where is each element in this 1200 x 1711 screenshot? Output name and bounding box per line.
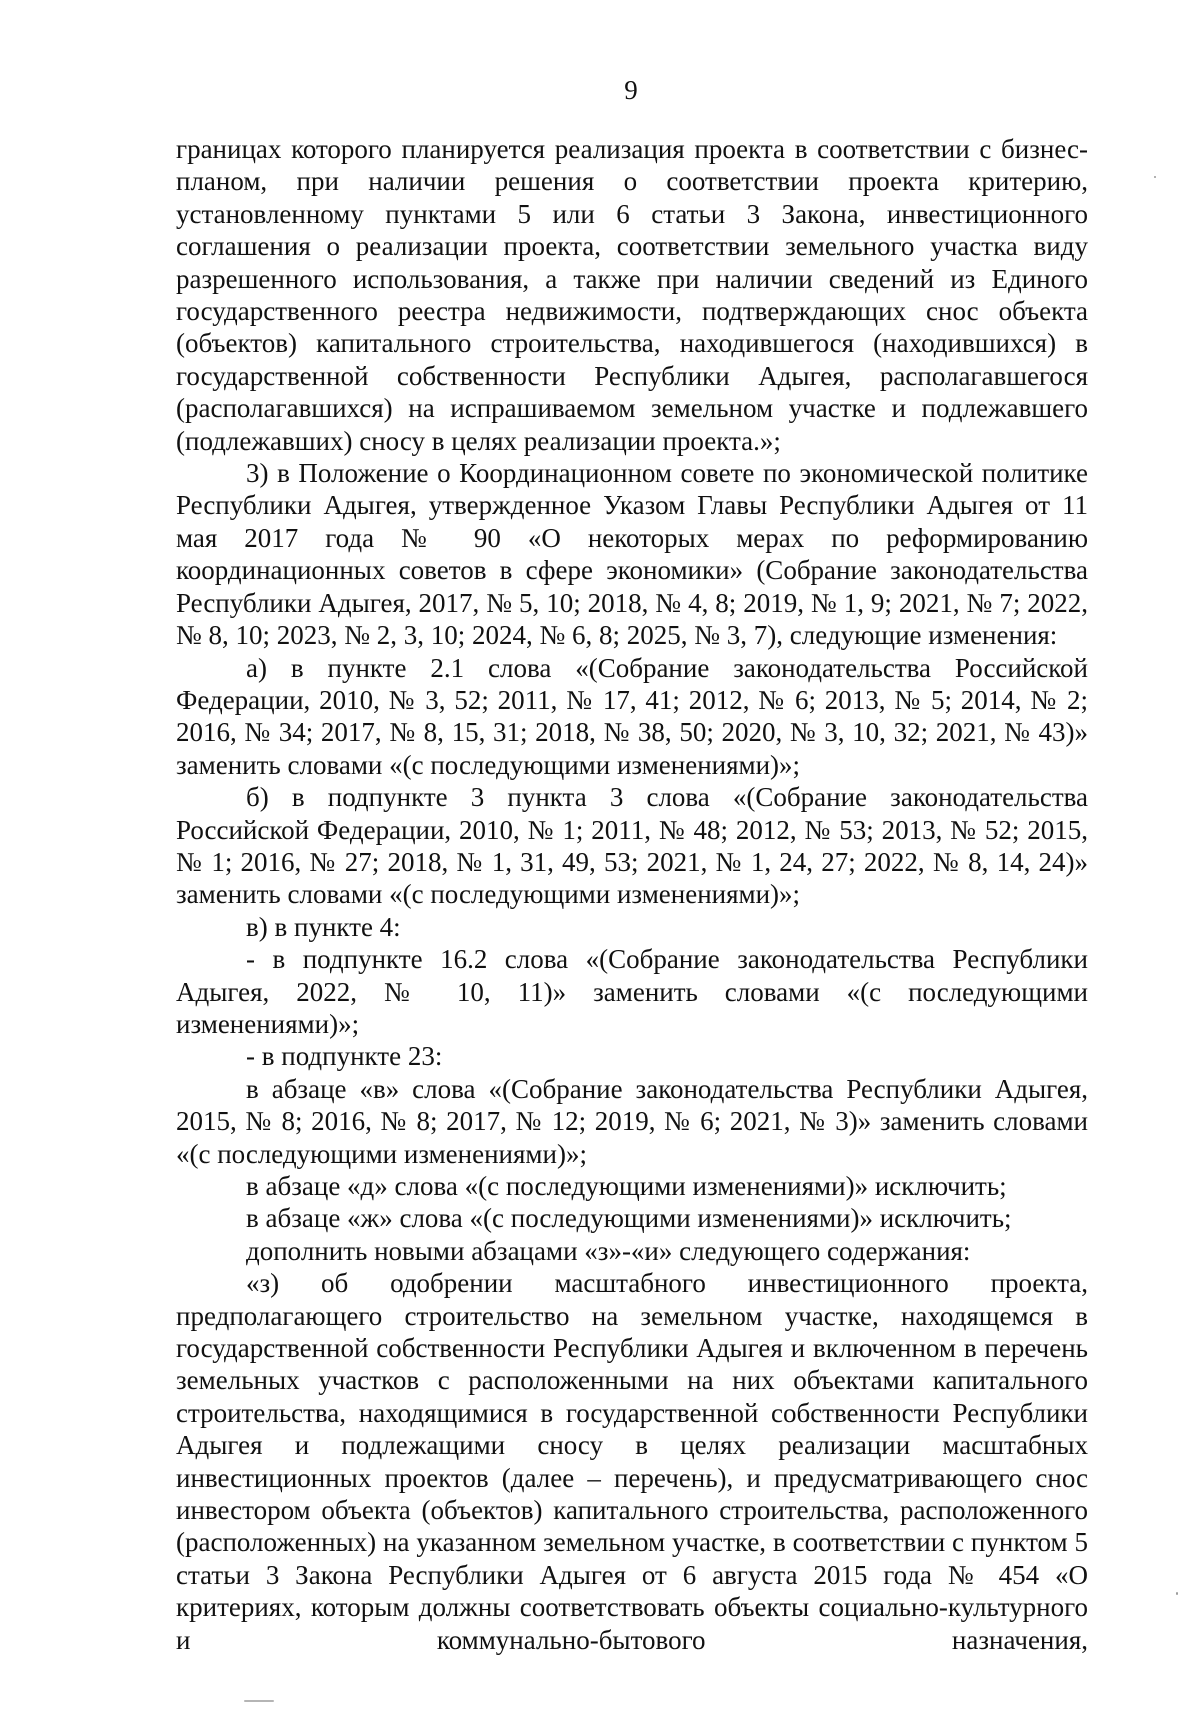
scan-speck xyxy=(244,1700,274,1702)
document-body xyxy=(176,133,1088,1656)
page-number: 9 xyxy=(624,75,638,105)
paragraph-continuation: границах которого планируется реализация проекта в соответствии с бизнес-планом, при наличии решения о соответствии проекта критерию, установленному пунктами 5 или 6 статьи 3 Закона, инвестиционного соглашения о реализации проекта, соответствии земельного участка виду разрешенного использования, а также при наличии сведений из Единого государственного реестра недвижимости, подтверждающих снос объекта (объектов) капитального строительства, находившегося (находившихся) в государственной собственности Республики Адыгея, располагавшегося (располагавшихся) на испрашиваемом земельном участке и подлежавшего (подлежавших) сносу в целях реализации проекта.»; xyxy=(176,134,1088,456)
scan-speck xyxy=(1154,176,1156,178)
paragraph-subclause-16-2: - в подпункте 16.2 слова «(Собрание законодательства Республики Адыгея, 2022, № 10, 11)» заменить словами «(с последующими изменениями)»; xyxy=(176,944,1088,1039)
paragraph-subitem-b: б) в подпункте 3 пункта 3 слова «(Собрание законодательства Российской Федерации, 2010, № 1; 2011, № 48; 2012, № 53; 2013, № 52; 2015, № 1; 2016, № 27; 2018, № 1, 31, 49, 53; 2021, № 1, 24, 27; 2022, № 8, 14, 24)» заменить словами «(с последующими изменениями)»; xyxy=(176,782,1088,910)
paragraph-abzac-d: в абзаце «д» слова «(с последующими изменениями)» исключить; xyxy=(246,1171,1007,1201)
paragraph-abzac-zh: в абзаце «ж» слова «(с последующими изменениями)» исключить; xyxy=(246,1203,1012,1234)
paragraph-subitem-a: а) в пункте 2.1 слова «(Собрание законодательства Российской Федерации, 2010, № 3, 52; 2011, № 17, 41; 2012, № 6; 2013, № 5; 2014, № 2; 2016, № 34; 2017, № 8, 15, 31; 2018, № 38, 50; 2020, № 3, 10, 32; 2021, № 43)» заменить словами «(с последующими изменениями)»; xyxy=(176,652,1088,780)
scan-speck xyxy=(1176,1592,1178,1595)
paragraph-subclause-23: - в подпункте 23: xyxy=(246,1041,443,1072)
paragraph-add-abzacs: дополнить новыми абзацами «з»-«и» следующего содержания: xyxy=(246,1235,971,1266)
paragraph-abzac-v: в абзаце «в» слова «(Собрание законодательства Республики Адыгея, 2015, № 8; 2016, № 8; 2017, № 12; 2019, № 6; 2021, № 3)» заменить словами «(с последующими изменениями)»; xyxy=(176,1073,1088,1169)
paragraph-item-3: 3) в Положение о Координационном совете по экономической политике Республики Адыгея, утвержденное Указом Главы Республики Адыгея от 11 мая 2017 года № 90 «О некоторых мерах по реформированию координационных советов в сфере экономики» (Собрание законодательства Республики Адыгея, 2017, № 5, 10; 2018, № 4, 8; 2019, № 1, 9; 2021, № 7; 2022, № 8, 10; 2023, № 2, 3, 10; 2024, № 6, 8; 2025, № 3, 7), следующие изменения: xyxy=(176,458,1088,651)
paragraph-subitem-v: в) в пункте 4: xyxy=(246,911,401,942)
paragraph-abzac-z: «з) об одобрении масштабного инвестиционного проекта, предполагающего строительство на земельном участке, находящемся в государственной собственности Республики Адыгея и включенном в перечень земельных участков с расположенными на них объектами капитального строительства, находящимися в государственной собственности Республики Адыгея и подлежащими сносу в целях реализации масштабных инвестиционных проектов (далее – перечень), и предусматривающего снос инвестором объекта (объектов) капитального строительства, расположенного (расположенных) на указанном земельном участке, в соответствии с пунктом 5 статьи 3 Закона Республики Адыгея от 6 августа 2015 года № 454 «О критериях, которым должны соответствовать объекты социально-культурного и коммунально-бытового назначения, xyxy=(176,1268,1088,1655)
